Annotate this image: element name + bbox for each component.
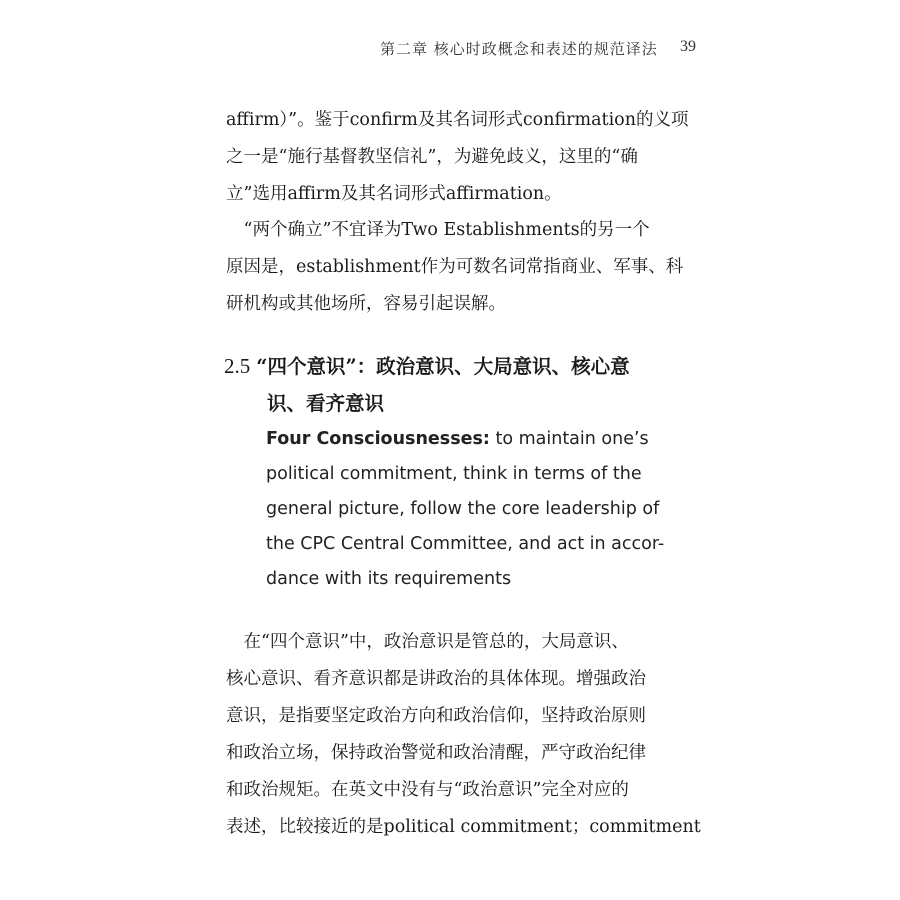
running-head <box>380 38 696 60</box>
section-heading <box>224 348 674 422</box>
translation-line <box>266 422 666 457</box>
section-heading-line-1: “四个意识”：政治意识、大局意识、核心意 <box>256 355 630 378</box>
section-number: 2.5 <box>224 354 251 378</box>
paragraph-2 <box>226 212 684 323</box>
paragraph-line: 意识，是指要坚定政治方向和政治信仰，坚持政治原则 <box>226 706 646 726</box>
paragraph-line: 原因是，establishment作为可数名词常指商业、军事、科 <box>226 257 684 277</box>
translation-line: the CPC Central Committee, and act in accor- <box>266 534 665 554</box>
paragraph-3 <box>226 624 701 846</box>
chapter-title: 第二章 核心时政概念和表述的规范译法 <box>380 40 658 58</box>
translation-line-1-rest: to maintain one’s <box>489 429 649 449</box>
section-heading-line-2: 识、看齐意识 <box>267 392 385 415</box>
translation-line: general picture, follow the core leadership of <box>266 499 660 519</box>
paragraph-line: 核心意识、看齐意识都是讲政治的具体体现。增强政治 <box>226 669 646 689</box>
paragraph-1 <box>226 102 689 213</box>
translation-term: Four Consciousnesses: <box>266 429 490 449</box>
paragraph-line: 和政治立场，保持政治警觉和政治清醒，严守政治纪律 <box>226 743 646 763</box>
english-translation <box>266 422 666 597</box>
paragraph-line: affirm）”。鉴于confirm及其名词形式confirmation的义项 <box>226 110 689 130</box>
paragraph-line: 之一是“施行基督教坚信礼”，为避免歧义，这里的“确 <box>226 147 638 167</box>
paragraph-line: 立”选用affirm及其名词形式affirmation。 <box>226 184 562 204</box>
translation-line: political commitment, think in terms of the <box>266 464 642 484</box>
paragraph-line: “两个确立”不宜译为Two Establishments的另一个 <box>226 220 650 240</box>
paragraph-line: 在“四个意识”中，政治意识是管总的，大局意识、 <box>226 632 629 652</box>
paragraph-line: 研机构或其他场所，容易引起误解。 <box>226 294 506 314</box>
paragraph-line: 表述，比较接近的是political commitment；commitment <box>226 817 701 837</box>
page-number: 39 <box>680 38 696 55</box>
translation-line: dance with its requirements <box>266 569 512 589</box>
paragraph-line: 和政治规矩。在英文中没有与“政治意识”完全对应的 <box>226 780 629 800</box>
